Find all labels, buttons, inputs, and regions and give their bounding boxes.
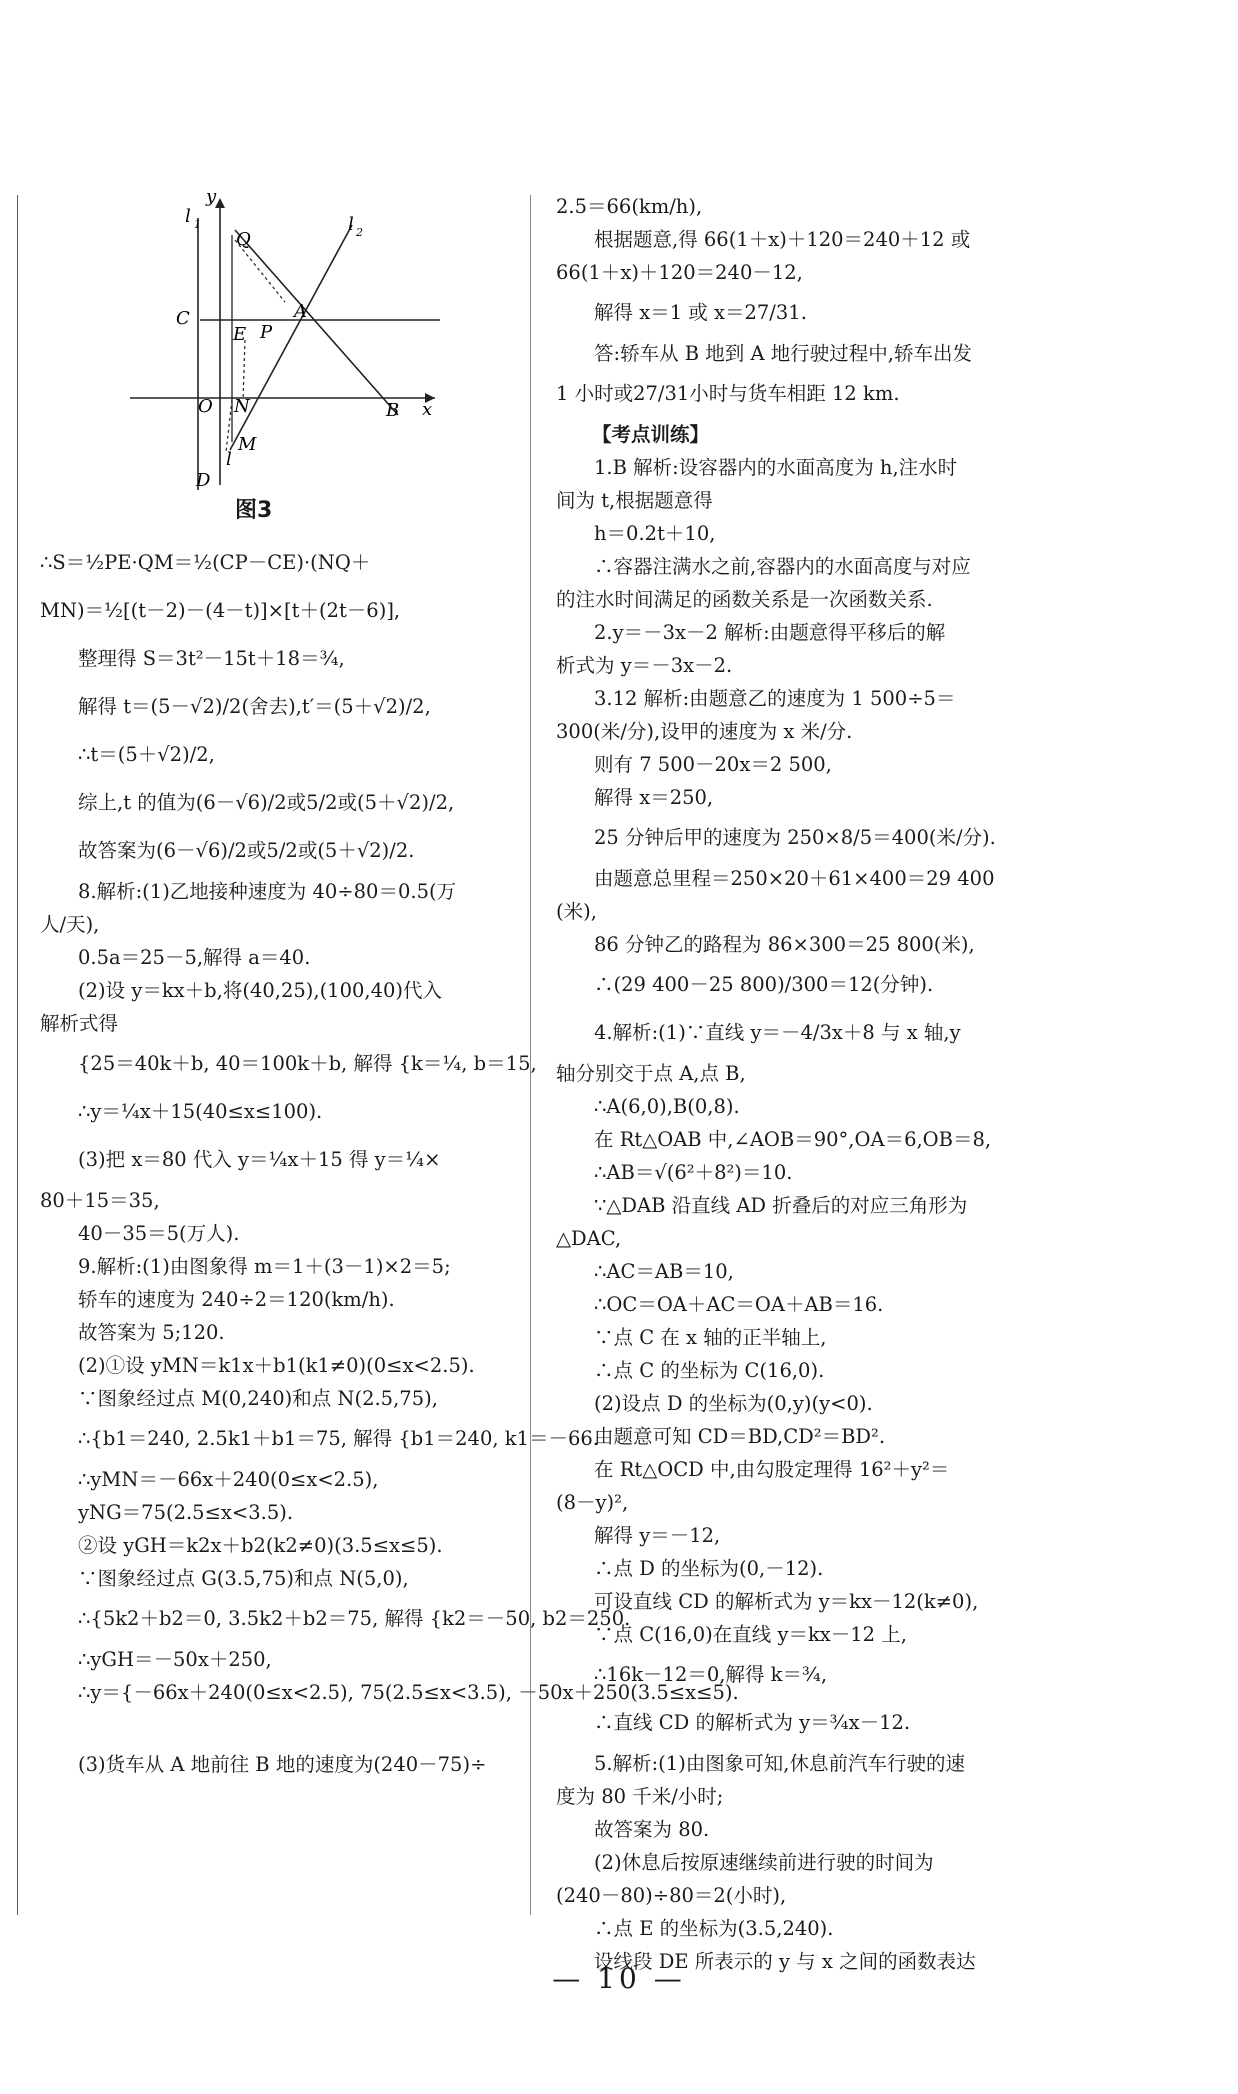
text-line: ∴(29 400－25 800)/300＝12(分钟). bbox=[594, 973, 934, 996]
text-line: ∴{b1＝240, 2.5k1＋b1＝75, 解得 {b1＝240, k1＝－66. bbox=[78, 1427, 599, 1450]
text-line: (2)休息后按原速继续前进行驶的时间为 bbox=[594, 1851, 934, 1874]
text-line: 综上,t 的值为(6－√6)/2或5/2或(5＋√2)/2, bbox=[78, 791, 455, 814]
text-line: ∴点 C 的坐标为 C(16,0). bbox=[594, 1359, 825, 1382]
text-line: 可设直线 CD 的解析式为 y＝kx－12(k≠0), bbox=[594, 1590, 979, 1613]
text-line: 解得 x＝1 或 x＝27/31. bbox=[594, 301, 807, 324]
coordinate-diagram bbox=[80, 190, 440, 500]
page-number: — 10 — bbox=[552, 1962, 686, 1995]
text-line: 2.y＝－3x－2 解析:由题意得平移后的解 bbox=[594, 621, 946, 644]
left-margin-rule bbox=[17, 195, 18, 1915]
y-axis-arrow bbox=[215, 198, 225, 208]
label-N: N bbox=[234, 396, 250, 417]
text-line: (2)①设 yMN＝k1x＋b1(k1≠0)(0≤x<2.5). bbox=[78, 1354, 475, 1377]
text-line: h＝0.2t＋10, bbox=[594, 522, 716, 545]
text-line: ∴AC＝AB＝10, bbox=[594, 1260, 734, 1283]
text-line: 由题意可知 CD＝BD,CD²＝BD². bbox=[594, 1425, 886, 1448]
text-line: (240－80)÷80＝2(小时), bbox=[556, 1884, 787, 1907]
text-line: 解得 y＝－12, bbox=[594, 1524, 721, 1547]
text-line: 3.12 解析:由题意乙的速度为 1 500÷5＝ bbox=[594, 687, 956, 710]
label-D: D bbox=[196, 470, 211, 491]
text-line: (2)设点 D 的坐标为(0,y)(y<0). bbox=[594, 1392, 873, 1415]
text-line: 轴分别交于点 A,点 B, bbox=[556, 1062, 746, 1085]
text-line: 轿车的速度为 240÷2＝120(km/h). bbox=[78, 1288, 395, 1311]
figure-caption: 图3 bbox=[235, 498, 273, 523]
text-line: 由题意总里程＝250×20＋61×400＝29 400 bbox=[594, 867, 995, 890]
text-line: 86 分钟乙的路程为 86×300＝25 800(米), bbox=[594, 933, 975, 956]
label-y: y bbox=[206, 190, 217, 207]
text-line: 人/天), bbox=[40, 913, 100, 936]
label-x: x bbox=[422, 399, 433, 420]
label-E: E bbox=[233, 324, 247, 345]
text-line: 度为 80 千米/小时; bbox=[556, 1785, 724, 1808]
text-line: ∴AB＝√(6²＋8²)＝10. bbox=[594, 1161, 793, 1184]
text-line: 25 分钟后甲的速度为 250×8/5＝400(米/分). bbox=[594, 826, 996, 849]
text-line: 故答案为(6－√6)/2或5/2或(5＋√2)/2. bbox=[78, 839, 415, 862]
label-l1-sub: 1 bbox=[194, 218, 201, 231]
text-line: ∵点 C 在 x 轴的正半轴上, bbox=[594, 1326, 827, 1349]
text-line: 4.解析:(1)∵直线 y＝－4/3x＋8 与 x 轴,y bbox=[594, 1021, 961, 1044]
text-line: 解得 t＝(5－√2)/2(舍去),t′＝(5＋√2)/2, bbox=[78, 695, 431, 718]
text-line: 在 Rt△OAB 中,∠AOB＝90°,OA＝6,OB＝8, bbox=[594, 1128, 992, 1151]
label-P: P bbox=[260, 322, 273, 343]
text-line: ∴y＝¼x＋15(40≤x≤100). bbox=[78, 1100, 323, 1123]
text-line: 则有 7 500－20x＝2 500, bbox=[594, 753, 832, 776]
text-line: ∴yMN＝－66x＋240(0≤x<2.5), bbox=[78, 1468, 379, 1491]
text-line: 答:轿车从 B 地到 A 地行驶过程中,轿车出发 bbox=[594, 342, 972, 365]
label-O: O bbox=[198, 396, 213, 417]
text-line: ∴直线 CD 的解析式为 y＝¾x－12. bbox=[594, 1711, 911, 1734]
text-line: 300(米/分),设甲的速度为 x 米/分. bbox=[556, 720, 853, 743]
text-line: 0.5a＝25－5,解得 a＝40. bbox=[78, 946, 311, 969]
dashed-PN bbox=[243, 340, 245, 400]
text-line: ∵图象经过点 G(3.5,75)和点 N(5,0), bbox=[78, 1567, 409, 1590]
text-line: 66(1＋x)＋120＝240－12, bbox=[556, 261, 803, 284]
text-line: 解析式得 bbox=[40, 1012, 119, 1035]
text-line: 根据题意,得 66(1＋x)＋120＝240＋12 或 bbox=[594, 228, 971, 251]
text-line: 5.解析:(1)由图象可知,休息前汽车行驶的速 bbox=[594, 1752, 965, 1775]
text-line: 1.B 解析:设容器内的水面高度为 h,注水时 bbox=[594, 456, 958, 479]
right-column bbox=[556, 190, 1034, 1978]
text-line: ∴容器注满水之前,容器内的水面高度与对应 bbox=[594, 555, 971, 578]
dashed-NM bbox=[226, 400, 232, 452]
text-line: 8.解析:(1)乙地接种速度为 40÷80＝0.5(万 bbox=[78, 880, 457, 903]
text-line: 在 Rt△OCD 中,由勾股定理得 16²＋y²＝ bbox=[594, 1458, 950, 1481]
text-line: 设线段 DE 所表示的 y 与 x 之间的函数表达 bbox=[594, 1950, 976, 1973]
text-line: 9.解析:(1)由图象得 m＝1＋(3－1)×2＝5; bbox=[78, 1255, 451, 1278]
text-line: (3)货车从 A 地前往 B 地的速度为(240－75)÷ bbox=[78, 1753, 487, 1776]
text-line: 80＋15＝35, bbox=[40, 1189, 160, 1212]
text-line: MN)＝½[(t－2)－(4－t)]×[t＋(2t－6)], bbox=[40, 599, 401, 622]
label-B: B bbox=[386, 400, 400, 421]
label-C: C bbox=[176, 308, 190, 329]
figure-3 bbox=[40, 190, 510, 535]
text-line: ∴t＝(5＋√2)/2, bbox=[78, 743, 215, 766]
text-line: ∵△DAB 沿直线 AD 折叠后的对应三角形为 bbox=[594, 1194, 968, 1217]
text-line: {25＝40k＋b, 40＝100k＋b, 解得 {k＝¼, b＝15, bbox=[78, 1052, 537, 1075]
text-line: 40－35＝5(万人). bbox=[78, 1222, 240, 1245]
text-line: △DAC, bbox=[556, 1227, 622, 1250]
text-line: 解得 x＝250, bbox=[594, 786, 714, 809]
text-line: ②设 yGH＝k2x＋b2(k2≠0)(3.5≤x≤5). bbox=[78, 1534, 443, 1557]
text-line: ∴点 D 的坐标为(0,－12). bbox=[594, 1557, 824, 1580]
text-line: ∴A(6,0),B(0,8). bbox=[594, 1095, 740, 1118]
label-l2-sub: 2 bbox=[356, 226, 363, 239]
text-line: ∴点 E 的坐标为(3.5,240). bbox=[594, 1917, 834, 1940]
text-line: 间为 t,根据题意得 bbox=[556, 489, 713, 512]
label-l1: l bbox=[185, 206, 191, 227]
label-l: l bbox=[226, 449, 232, 470]
text-line: ∴yGH＝－50x＋250, bbox=[78, 1648, 272, 1671]
text-line: 整理得 S＝3t²－15t＋18＝¾, bbox=[78, 647, 345, 670]
label-Q: Q bbox=[236, 229, 251, 250]
label-l2: l bbox=[348, 214, 354, 235]
text-line: 故答案为 5;120. bbox=[78, 1321, 225, 1344]
text-line: 故答案为 80. bbox=[594, 1818, 710, 1841]
text-line: ∴S＝½PE·QM＝½(CP－CE)·(NQ＋ bbox=[40, 551, 371, 574]
text-line: ∴OC＝OA＋AC＝OA＋AB＝16. bbox=[594, 1293, 884, 1316]
text-line: (3)把 x＝80 代入 y＝¼x＋15 得 y＝¼× bbox=[78, 1148, 441, 1171]
text-line: (8－y)², bbox=[556, 1491, 629, 1514]
text-line: ∴y＝{－66x＋240(0≤x<2.5), 75(2.5≤x<3.5), －50x＋250(3.5≤x≤5). bbox=[78, 1681, 739, 1704]
text-line: 析式为 y＝－3x－2. bbox=[556, 654, 733, 677]
label-M: M bbox=[238, 434, 257, 455]
text-line: ∵图象经过点 M(0,240)和点 N(2.5,75), bbox=[78, 1387, 438, 1410]
text-line: ∴16k－12＝0,解得 k＝¾, bbox=[594, 1663, 828, 1686]
text-line: 1 小时或27/31小时与货车相距 12 km. bbox=[556, 382, 900, 405]
text-line: yNG＝75(2.5≤x<3.5). bbox=[78, 1501, 294, 1524]
text-line: ∵点 C(16,0)在直线 y＝kx－12 上, bbox=[594, 1623, 907, 1646]
section-heading: 【考点训练】 bbox=[592, 423, 710, 446]
label-A: A bbox=[294, 301, 307, 322]
text-line: 的注水时间满足的函数关系是一次函数关系. bbox=[556, 588, 933, 611]
text-line: (米), bbox=[556, 900, 597, 923]
text-line: 2.5＝66(km/h), bbox=[556, 195, 703, 218]
text-line: (2)设 y＝kx＋b,将(40,25),(100,40)代入 bbox=[78, 979, 443, 1002]
text-line: ∴{5k2＋b2＝0, 3.5k2＋b2＝75, 解得 {k2＝－50, b2＝250. bbox=[78, 1607, 631, 1630]
